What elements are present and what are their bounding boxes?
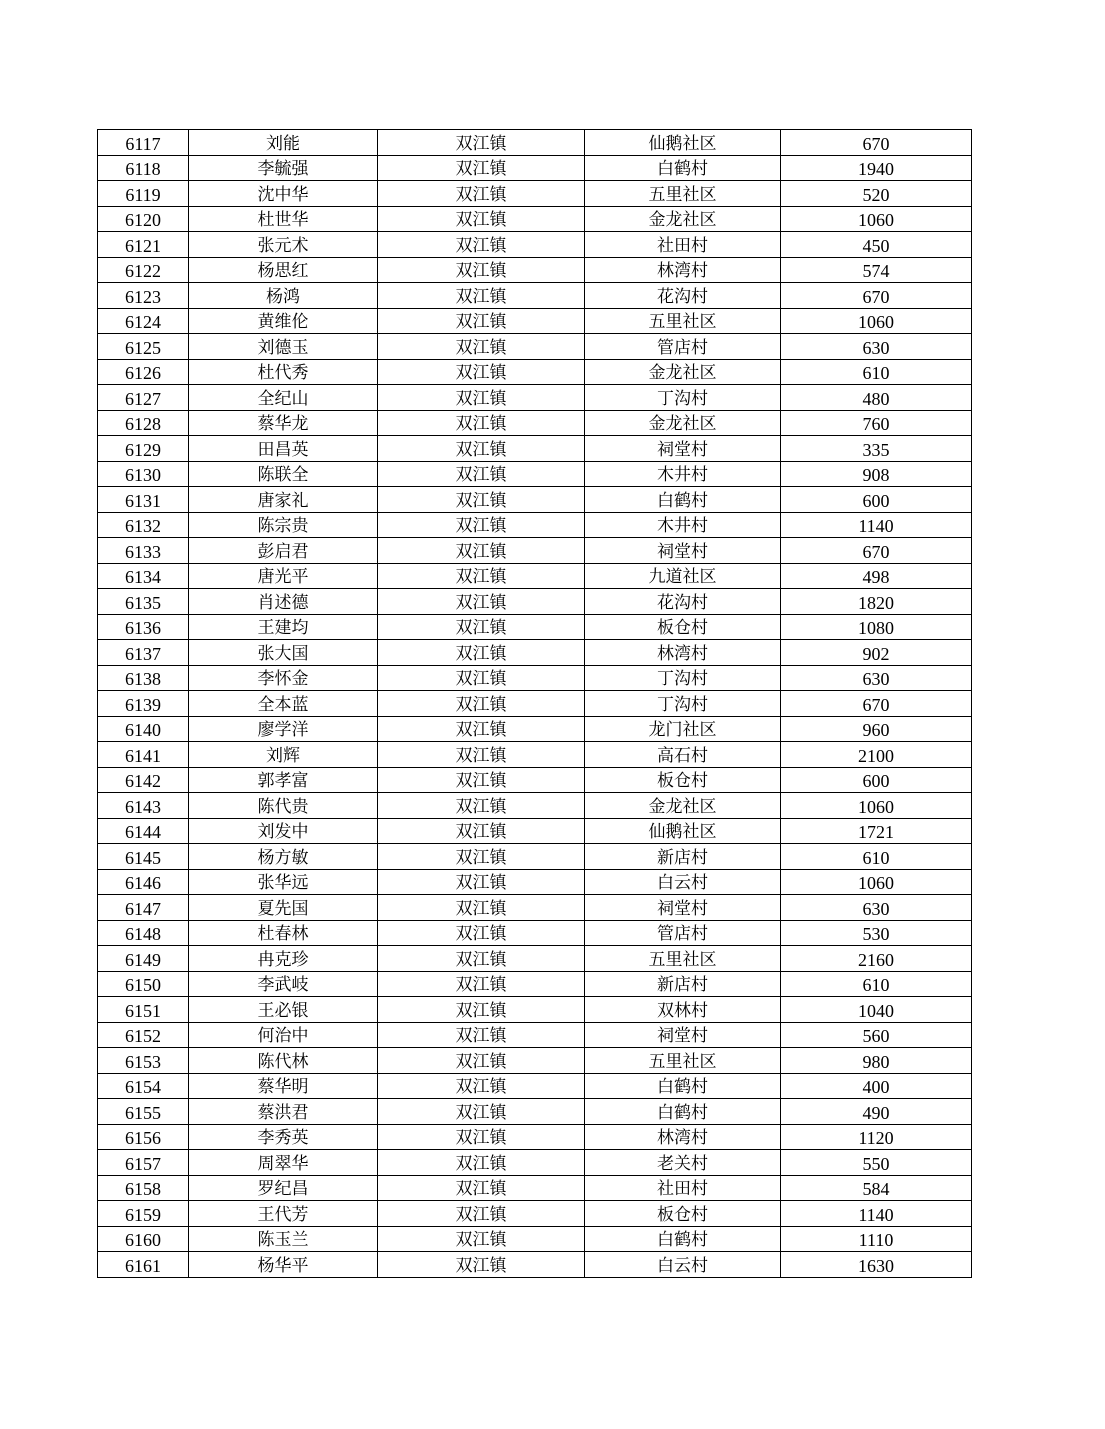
amount-cell: 600 — [781, 767, 972, 793]
village-cell: 丁沟村 — [585, 665, 781, 691]
village-cell: 龙门社区 — [585, 716, 781, 742]
row-number-cell: 6158 — [98, 1175, 189, 1201]
row-number-cell: 6147 — [98, 895, 189, 921]
town-cell: 双江镇 — [378, 257, 585, 283]
row-number-cell: 6136 — [98, 614, 189, 640]
village-cell: 仙鹅社区 — [585, 130, 781, 156]
name-cell: 唐家礼 — [189, 487, 378, 513]
table-row — [98, 308, 972, 334]
row-number-cell: 6124 — [98, 308, 189, 334]
table-row — [98, 436, 972, 462]
village-cell: 五里社区 — [585, 308, 781, 334]
village-cell: 板仓村 — [585, 614, 781, 640]
village-cell: 金龙社区 — [585, 206, 781, 232]
town-cell: 双江镇 — [378, 308, 585, 334]
town-cell: 双江镇 — [378, 1201, 585, 1227]
village-cell: 社田村 — [585, 1175, 781, 1201]
amount-cell: 610 — [781, 971, 972, 997]
amount-cell: 1060 — [781, 869, 972, 895]
row-number-cell: 6156 — [98, 1124, 189, 1150]
village-cell: 金龙社区 — [585, 410, 781, 436]
row-number-cell: 6122 — [98, 257, 189, 283]
town-cell: 双江镇 — [378, 1048, 585, 1074]
amount-cell: 630 — [781, 895, 972, 921]
town-cell: 双江镇 — [378, 359, 585, 385]
amount-cell: 400 — [781, 1073, 972, 1099]
village-cell: 丁沟村 — [585, 691, 781, 717]
village-cell: 白鹤村 — [585, 487, 781, 513]
amount-cell: 480 — [781, 385, 972, 411]
village-cell: 祠堂村 — [585, 1022, 781, 1048]
amount-cell: 670 — [781, 538, 972, 564]
row-number-cell: 6159 — [98, 1201, 189, 1227]
village-cell: 老关村 — [585, 1150, 781, 1176]
table-row — [98, 742, 972, 768]
table-row — [98, 487, 972, 513]
village-cell: 花沟村 — [585, 589, 781, 615]
row-number-cell: 6141 — [98, 742, 189, 768]
table-row — [98, 283, 972, 309]
town-cell: 双江镇 — [378, 1124, 585, 1150]
row-number-cell: 6138 — [98, 665, 189, 691]
row-number-cell: 6119 — [98, 181, 189, 207]
village-cell: 新店村 — [585, 971, 781, 997]
town-cell: 双江镇 — [378, 614, 585, 640]
town-cell: 双江镇 — [378, 487, 585, 513]
amount-cell: 760 — [781, 410, 972, 436]
row-number-cell: 6152 — [98, 1022, 189, 1048]
amount-cell: 498 — [781, 563, 972, 589]
table-body — [98, 130, 972, 1278]
amount-cell: 610 — [781, 359, 972, 385]
town-cell: 双江镇 — [378, 155, 585, 181]
name-cell: 周翠华 — [189, 1150, 378, 1176]
row-number-cell: 6144 — [98, 818, 189, 844]
amount-cell: 1040 — [781, 997, 972, 1023]
table-row — [98, 997, 972, 1023]
name-cell: 田昌英 — [189, 436, 378, 462]
town-cell: 双江镇 — [378, 385, 585, 411]
town-cell: 双江镇 — [378, 946, 585, 972]
table-row — [98, 971, 972, 997]
row-number-cell: 6132 — [98, 512, 189, 538]
name-cell: 沈中华 — [189, 181, 378, 207]
town-cell: 双江镇 — [378, 334, 585, 360]
town-cell: 双江镇 — [378, 920, 585, 946]
amount-cell: 600 — [781, 487, 972, 513]
amount-cell: 960 — [781, 716, 972, 742]
amount-cell: 574 — [781, 257, 972, 283]
amount-cell: 610 — [781, 844, 972, 870]
row-number-cell: 6160 — [98, 1226, 189, 1252]
row-number-cell: 6150 — [98, 971, 189, 997]
name-cell: 陈联全 — [189, 461, 378, 487]
table-row — [98, 1048, 972, 1074]
name-cell: 黄维伦 — [189, 308, 378, 334]
amount-cell: 530 — [781, 920, 972, 946]
table-row — [98, 1226, 972, 1252]
row-number-cell: 6139 — [98, 691, 189, 717]
row-number-cell: 6125 — [98, 334, 189, 360]
village-cell: 五里社区 — [585, 946, 781, 972]
name-cell: 杨华平 — [189, 1252, 378, 1278]
village-cell: 板仓村 — [585, 767, 781, 793]
name-cell: 蔡华龙 — [189, 410, 378, 436]
amount-cell: 1110 — [781, 1226, 972, 1252]
village-cell: 白鹤村 — [585, 155, 781, 181]
village-cell: 木井村 — [585, 512, 781, 538]
town-cell: 双江镇 — [378, 538, 585, 564]
row-number-cell: 6145 — [98, 844, 189, 870]
data-table — [97, 129, 972, 1278]
village-cell: 丁沟村 — [585, 385, 781, 411]
name-cell: 廖学洋 — [189, 716, 378, 742]
name-cell: 陈宗贵 — [189, 512, 378, 538]
table-row — [98, 691, 972, 717]
village-cell: 林湾村 — [585, 1124, 781, 1150]
name-cell: 刘德玉 — [189, 334, 378, 360]
amount-cell: 1080 — [781, 614, 972, 640]
village-cell: 新店村 — [585, 844, 781, 870]
name-cell: 陈玉兰 — [189, 1226, 378, 1252]
town-cell: 双江镇 — [378, 1150, 585, 1176]
table-row — [98, 1252, 972, 1278]
town-cell: 双江镇 — [378, 181, 585, 207]
table-row — [98, 538, 972, 564]
row-number-cell: 6153 — [98, 1048, 189, 1074]
row-number-cell: 6128 — [98, 410, 189, 436]
village-cell: 木井村 — [585, 461, 781, 487]
name-cell: 张大国 — [189, 640, 378, 666]
table-row — [98, 640, 972, 666]
row-number-cell: 6130 — [98, 461, 189, 487]
name-cell: 杜春林 — [189, 920, 378, 946]
amount-cell: 584 — [781, 1175, 972, 1201]
town-cell: 双江镇 — [378, 691, 585, 717]
name-cell: 唐光平 — [189, 563, 378, 589]
name-cell: 张华远 — [189, 869, 378, 895]
amount-cell: 630 — [781, 665, 972, 691]
table-row — [98, 1022, 972, 1048]
name-cell: 蔡华明 — [189, 1073, 378, 1099]
row-number-cell: 6123 — [98, 283, 189, 309]
name-cell: 刘发中 — [189, 818, 378, 844]
village-cell: 仙鹅社区 — [585, 818, 781, 844]
amount-cell: 1820 — [781, 589, 972, 615]
village-cell: 白鹤村 — [585, 1073, 781, 1099]
table-row — [98, 155, 972, 181]
row-number-cell: 6127 — [98, 385, 189, 411]
amount-cell: 1940 — [781, 155, 972, 181]
table-row — [98, 1150, 972, 1176]
name-cell: 全纪山 — [189, 385, 378, 411]
amount-cell: 630 — [781, 334, 972, 360]
row-number-cell: 6140 — [98, 716, 189, 742]
amount-cell: 550 — [781, 1150, 972, 1176]
village-cell: 花沟村 — [585, 283, 781, 309]
row-number-cell: 6155 — [98, 1099, 189, 1125]
table-row — [98, 410, 972, 436]
amount-cell: 1140 — [781, 512, 972, 538]
name-cell: 杨方敏 — [189, 844, 378, 870]
town-cell: 双江镇 — [378, 895, 585, 921]
row-number-cell: 6118 — [98, 155, 189, 181]
town-cell: 双江镇 — [378, 1175, 585, 1201]
town-cell: 双江镇 — [378, 997, 585, 1023]
town-cell: 双江镇 — [378, 461, 585, 487]
amount-cell: 670 — [781, 691, 972, 717]
table-row — [98, 385, 972, 411]
row-number-cell: 6131 — [98, 487, 189, 513]
town-cell: 双江镇 — [378, 1252, 585, 1278]
name-cell: 李秀英 — [189, 1124, 378, 1150]
town-cell: 双江镇 — [378, 640, 585, 666]
town-cell: 双江镇 — [378, 665, 585, 691]
amount-cell: 1060 — [781, 793, 972, 819]
name-cell: 王建均 — [189, 614, 378, 640]
amount-cell: 908 — [781, 461, 972, 487]
village-cell: 金龙社区 — [585, 359, 781, 385]
town-cell: 双江镇 — [378, 1022, 585, 1048]
row-number-cell: 6137 — [98, 640, 189, 666]
village-cell: 祠堂村 — [585, 538, 781, 564]
village-cell: 林湾村 — [585, 640, 781, 666]
village-cell: 五里社区 — [585, 1048, 781, 1074]
village-cell: 管店村 — [585, 920, 781, 946]
town-cell: 双江镇 — [378, 971, 585, 997]
town-cell: 双江镇 — [378, 232, 585, 258]
row-number-cell: 6135 — [98, 589, 189, 615]
row-number-cell: 6134 — [98, 563, 189, 589]
amount-cell: 1721 — [781, 818, 972, 844]
village-cell: 管店村 — [585, 334, 781, 360]
table-row — [98, 181, 972, 207]
village-cell: 祠堂村 — [585, 436, 781, 462]
amount-cell: 2160 — [781, 946, 972, 972]
name-cell: 杜世华 — [189, 206, 378, 232]
row-number-cell: 6157 — [98, 1150, 189, 1176]
town-cell: 双江镇 — [378, 283, 585, 309]
row-number-cell: 6121 — [98, 232, 189, 258]
row-number-cell: 6161 — [98, 1252, 189, 1278]
name-cell: 冉克珍 — [189, 946, 378, 972]
row-number-cell: 6148 — [98, 920, 189, 946]
table-row — [98, 920, 972, 946]
amount-cell: 1140 — [781, 1201, 972, 1227]
amount-cell: 670 — [781, 283, 972, 309]
village-cell: 白鹤村 — [585, 1099, 781, 1125]
name-cell: 王必银 — [189, 997, 378, 1023]
name-cell: 陈代林 — [189, 1048, 378, 1074]
amount-cell: 560 — [781, 1022, 972, 1048]
table-row — [98, 1201, 972, 1227]
table-row — [98, 818, 972, 844]
amount-cell: 335 — [781, 436, 972, 462]
name-cell: 郭孝富 — [189, 767, 378, 793]
town-cell: 双江镇 — [378, 130, 585, 156]
name-cell: 陈代贵 — [189, 793, 378, 819]
name-cell: 杜代秀 — [189, 359, 378, 385]
table-row — [98, 512, 972, 538]
table-row — [98, 716, 972, 742]
town-cell: 双江镇 — [378, 1073, 585, 1099]
village-cell: 五里社区 — [585, 181, 781, 207]
amount-cell: 1060 — [781, 308, 972, 334]
name-cell: 肖述德 — [189, 589, 378, 615]
name-cell: 王代芳 — [189, 1201, 378, 1227]
town-cell: 双江镇 — [378, 563, 585, 589]
table-row — [98, 1099, 972, 1125]
table-row — [98, 334, 972, 360]
village-cell: 白云村 — [585, 869, 781, 895]
name-cell: 杨鸿 — [189, 283, 378, 309]
village-cell: 白鹤村 — [585, 1226, 781, 1252]
row-number-cell: 6151 — [98, 997, 189, 1023]
table-row — [98, 589, 972, 615]
table-row — [98, 232, 972, 258]
row-number-cell: 6146 — [98, 869, 189, 895]
table-row — [98, 844, 972, 870]
amount-cell: 490 — [781, 1099, 972, 1125]
town-cell: 双江镇 — [378, 436, 585, 462]
row-number-cell: 6149 — [98, 946, 189, 972]
amount-cell: 980 — [781, 1048, 972, 1074]
name-cell: 杨思红 — [189, 257, 378, 283]
data-table-container — [97, 129, 972, 1278]
table-row — [98, 869, 972, 895]
town-cell: 双江镇 — [378, 1226, 585, 1252]
amount-cell: 450 — [781, 232, 972, 258]
row-number-cell: 6120 — [98, 206, 189, 232]
name-cell: 彭启君 — [189, 538, 378, 564]
village-cell: 白云村 — [585, 1252, 781, 1278]
table-row — [98, 1124, 972, 1150]
name-cell: 李武岐 — [189, 971, 378, 997]
table-row — [98, 1073, 972, 1099]
town-cell: 双江镇 — [378, 767, 585, 793]
village-cell: 金龙社区 — [585, 793, 781, 819]
village-cell: 双林村 — [585, 997, 781, 1023]
row-number-cell: 6126 — [98, 359, 189, 385]
table-row — [98, 614, 972, 640]
row-number-cell: 6143 — [98, 793, 189, 819]
table-row — [98, 895, 972, 921]
table-row — [98, 359, 972, 385]
row-number-cell: 6133 — [98, 538, 189, 564]
town-cell: 双江镇 — [378, 742, 585, 768]
name-cell: 何治中 — [189, 1022, 378, 1048]
town-cell: 双江镇 — [378, 206, 585, 232]
town-cell: 双江镇 — [378, 844, 585, 870]
amount-cell: 1060 — [781, 206, 972, 232]
amount-cell: 520 — [781, 181, 972, 207]
village-cell: 林湾村 — [585, 257, 781, 283]
name-cell: 全本蓝 — [189, 691, 378, 717]
village-cell: 高石村 — [585, 742, 781, 768]
village-cell: 祠堂村 — [585, 895, 781, 921]
row-number-cell: 6154 — [98, 1073, 189, 1099]
village-cell: 社田村 — [585, 232, 781, 258]
table-row — [98, 206, 972, 232]
town-cell: 双江镇 — [378, 589, 585, 615]
table-row — [98, 563, 972, 589]
table-row — [98, 793, 972, 819]
name-cell: 张元术 — [189, 232, 378, 258]
table-row — [98, 257, 972, 283]
name-cell: 夏先国 — [189, 895, 378, 921]
row-number-cell: 6142 — [98, 767, 189, 793]
town-cell: 双江镇 — [378, 512, 585, 538]
row-number-cell: 6117 — [98, 130, 189, 156]
row-number-cell: 6129 — [98, 436, 189, 462]
name-cell: 李毓强 — [189, 155, 378, 181]
table-row — [98, 461, 972, 487]
table-row — [98, 665, 972, 691]
town-cell: 双江镇 — [378, 1099, 585, 1125]
town-cell: 双江镇 — [378, 716, 585, 742]
amount-cell: 2100 — [781, 742, 972, 768]
name-cell: 刘辉 — [189, 742, 378, 768]
village-cell: 九道社区 — [585, 563, 781, 589]
table-row — [98, 946, 972, 972]
amount-cell: 1630 — [781, 1252, 972, 1278]
name-cell: 罗纪昌 — [189, 1175, 378, 1201]
amount-cell: 670 — [781, 130, 972, 156]
town-cell: 双江镇 — [378, 869, 585, 895]
table-row — [98, 130, 972, 156]
town-cell: 双江镇 — [378, 818, 585, 844]
name-cell: 蔡洪君 — [189, 1099, 378, 1125]
name-cell: 刘能 — [189, 130, 378, 156]
amount-cell: 1120 — [781, 1124, 972, 1150]
name-cell: 李怀金 — [189, 665, 378, 691]
village-cell: 板仓村 — [585, 1201, 781, 1227]
town-cell: 双江镇 — [378, 410, 585, 436]
amount-cell: 902 — [781, 640, 972, 666]
table-row — [98, 1175, 972, 1201]
table-row — [98, 767, 972, 793]
town-cell: 双江镇 — [378, 793, 585, 819]
